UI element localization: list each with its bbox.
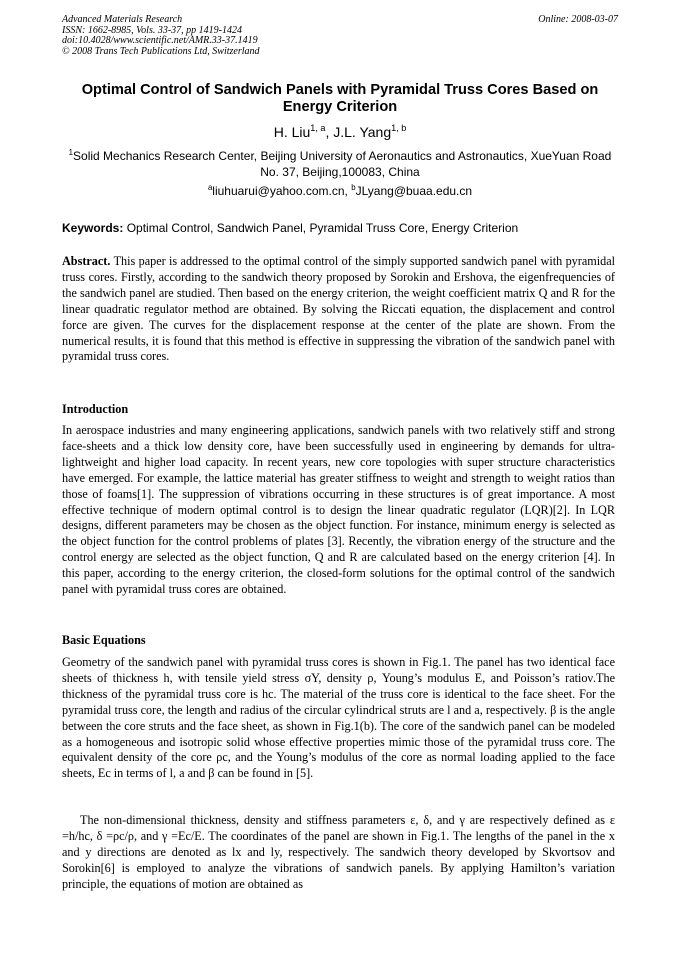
author-name: H. Liu [273,124,311,140]
author-separator: , [325,124,334,140]
abstract [62,254,615,365]
basic-equations-paragraph-2: The non-dimensional thickness, density and stiffness parameters ε, δ, and γ are respectively defined as ε =h/hc, δ =ρc/ρ, and γ =Ec/E. The coordinates of the panel are shown in Fig.1. The lengths of the panel in the x and y directions are denoted as lx and ly, respectively. The sandwich theory developed by Skvortsov and Sorokin[6] is employed to analyze the vibrations of sandwich panels. By applying Hamilton’s variation principle, the equations of motion are obtained as [62,813,615,891]
publication-info [62,15,260,57]
doi-line[interactable]: doi:10.4028/www.scientific.net/AMR.33-37.1419 [62,35,258,47]
introduction-paragraph: In aerospace industries and many engineering applications, sandwich panels with two relatively stiff and strong face-sheets and a thick low density core, have been successfully used in engineering by demands for ultra-lightweight and higher load capacity. In recent years, new core topologies with super structure characteristics have emerged. For example, the lattice material has greater stiffness to weight and strength to weight ratios than those of foams[1]. The suppression of vibrations occurring in these structures is of great importance. A most effective technique of modern optimal control is to design the linear quadratic regulator (LQR)[2]. In LQR designs, different parameters may be chosen as the object function. For instance, minimum energy is selected as the object function for the control problems of plates [3]. Recently, the vibration energy of the structure and the control energy are selected as the object function, Q and R are calculated based on the energy criterion [4]. In this paper, according to the energy criterion, the closed-form solutions for the optimal control of the sandwich panel with pyramidal truss cores are obtained. [62,423,615,597]
section-heading-introduction: Introduction [62,402,129,416]
affiliation [62,149,618,180]
author-line [62,124,618,141]
basic-equations-paragraph-1: Geometry of the sandwich panel with pyramidal truss cores is shown in Fig.1. The panel has two identical face sheets of thickness h, with tensile yield stress σY, density ρ, Young’s modulus E, and Poisson’s ratioν.The thickness of the pyramidal truss core is hc. The material of the truss core is identical to the face sheet. For the pyramidal truss core, the length and radius of the circular cylindrical struts are l and a, respectively. β is the angle between the core struts and the face sheet, as shown in Fig.1(b). The core of the sandwich panel can be modeled as a homogeneous and isotropic solid whose effective properties mimic those of the pyramidal truss core. The equivalent density of the core ρc, and the Young’s modulus of the core as normal loading applied to the face sheets, Ec in terms of l, a and β can be found in [5]. [62,655,615,781]
paper-title: Optimal Control of Sandwich Panels with Pyramidal Truss Cores Based on Energy Criterion [81,82,599,115]
email-superscript: b [351,182,356,192]
author-emails [62,184,618,199]
issn-line: ISSN: 1662-8985, Vols. 33-37, pp 1419-1424 [62,24,242,36]
author-name: J.L. Yang [333,124,392,140]
abstract-label: Abstract. [62,254,111,268]
email-link[interactable]: JLyang@buaa.edu.cn [355,184,473,198]
author-superscript: 1, a [310,122,326,133]
affiliation-text: Solid Mechanics Research Center, Beijing University of Aeronautics and Astronautics, XueYuan Road No. 37, Beijing,100083, China [73,149,612,179]
keywords [62,221,618,236]
email-superscript: a [207,182,213,192]
abstract-text: This paper is addressed to the optimal control of the simply supported sandwich panel with pyramidal truss cores. Firstly, according to the sandwich theory proposed by Sorokin and Ershova, the eigenfrequencies of the sandwich panel are studied. Then based on the energy criterion, the weight coefficient matrix Q and R for the linear quadratic regulator method are obtained. By solving the Riccati equation, the displacement and control force are given. The curves for the displacement response at the center of the plate are shown. From the numerical results, it is found that this method is effective in suppressing the vibration of the sandwich panel with pyramidal truss cores. [62,254,615,364]
author-superscript: 1, b [391,122,407,133]
journal-name: Advanced Materials Research [62,14,183,25]
email-separator: , [344,184,352,198]
affiliation-superscript: 1 [68,147,74,157]
email-link[interactable]: liuhuarui@yahoo.com.cn [212,184,345,198]
online-date: Online: 2008-03-07 [538,14,618,25]
section-heading-basic-equations: Basic Equations [62,633,146,647]
keywords-text: Optimal Control, Sandwich Panel, Pyramidal Truss Core, Energy Criterion [126,221,519,235]
keywords-label: Keywords: [62,221,124,235]
copyright-line: © 2008 Trans Tech Publications Ltd, Switzerland [62,45,260,57]
